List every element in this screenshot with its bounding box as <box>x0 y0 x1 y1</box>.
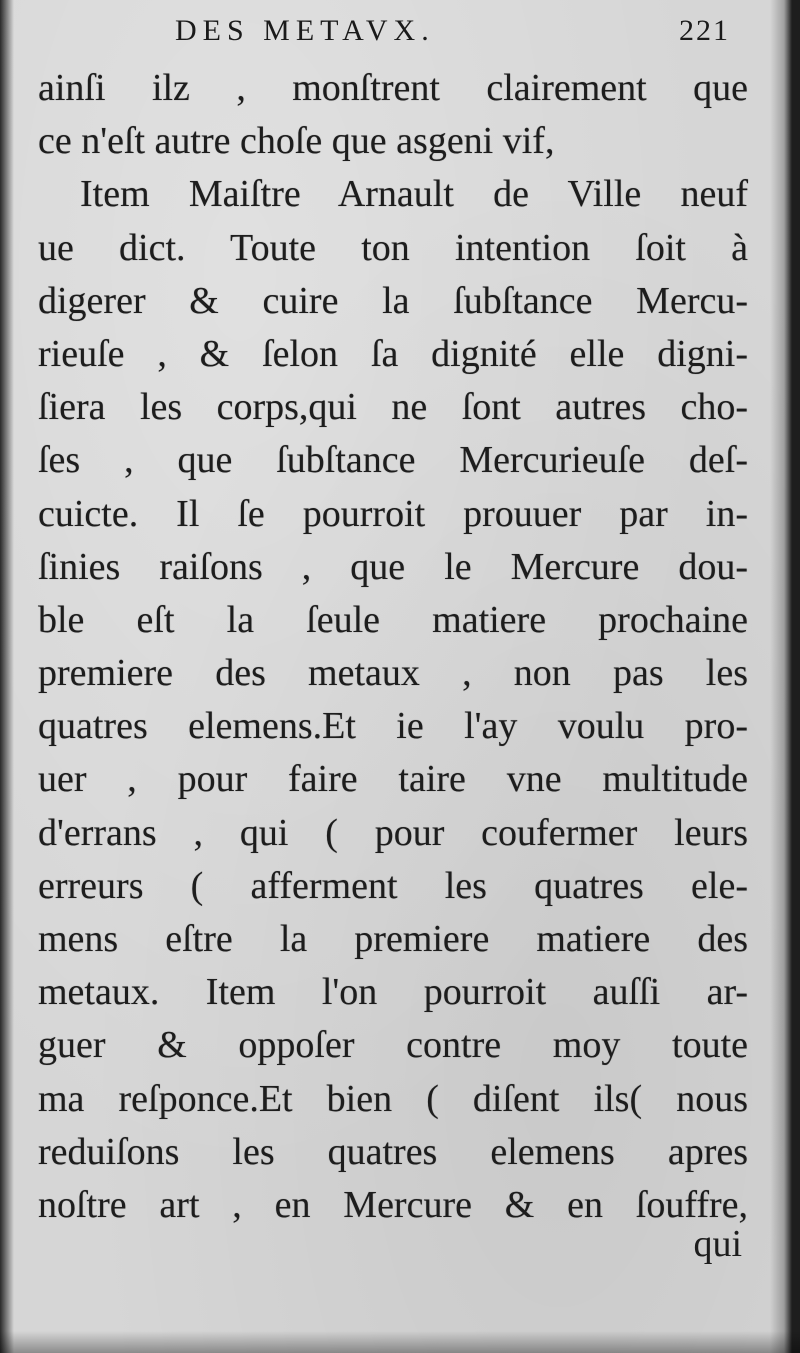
page-bottom-edge-shadow <box>0 1331 800 1353</box>
text-line: ſinies raiſons , que le Mercure dou- <box>38 545 748 588</box>
text-line: erreurs ( afferment les quatres ele- <box>38 864 748 907</box>
text-line: ce n'eſt autre choſe que asgeni vif, <box>38 120 555 163</box>
text-line: ainſi ilz , monſtrent clairement que <box>38 67 748 109</box>
page-number: 221 <box>679 14 730 47</box>
text-line: ble eſt la ſeule matiere prochaine <box>38 598 748 641</box>
text-line: reduiſons les quatres elemens apres <box>38 1130 748 1173</box>
text-line: digerer & cuire la ſubſtance Mercu- <box>38 279 748 322</box>
text-line: quatres elemens.Et ie l'ay voulu pro- <box>38 705 748 748</box>
page-header <box>175 14 730 54</box>
text-line: rieuſe , & ſelon ſa dignité elle digni- <box>38 332 748 375</box>
catchword: qui <box>693 1223 742 1265</box>
text-line: metaux. Item l'on pourroit auſſi ar- <box>38 971 748 1014</box>
text-line: mens eſtre la premiere matiere des <box>38 918 748 960</box>
text-line: noſtre art , en Mercure & en ſouffre, <box>38 1183 748 1226</box>
text-line: guer & oppoſer contre moy toute <box>38 1024 748 1067</box>
text-line: premiere des metaux , non pas les <box>38 652 748 695</box>
text-line: Item Maiſtre Arnault de Ville neuf <box>80 173 748 216</box>
text-line: ſiera les corps,qui ne ſont autres cho- <box>38 386 748 429</box>
body-text <box>38 62 748 1232</box>
page-right-edge-shadow <box>770 0 800 1353</box>
text-line: ſes , que ſubſtance Mercurieuſe deſ- <box>38 439 748 482</box>
text-line: ma reſponce.Et bien ( diſent ils( nous <box>38 1077 748 1120</box>
running-title: DES METAVX. <box>175 14 435 47</box>
text-line: d'errans , qui ( pour coufermer leurs <box>38 811 748 854</box>
text-line: uer , pour faire taire vne multitude <box>38 758 748 801</box>
text-line: ue dict. Toute ton intention ſoit à <box>38 226 748 269</box>
page-left-edge-shadow <box>0 0 14 1353</box>
text-line: cuicte. Il ſe pourroit prouuer par in- <box>38 492 748 535</box>
